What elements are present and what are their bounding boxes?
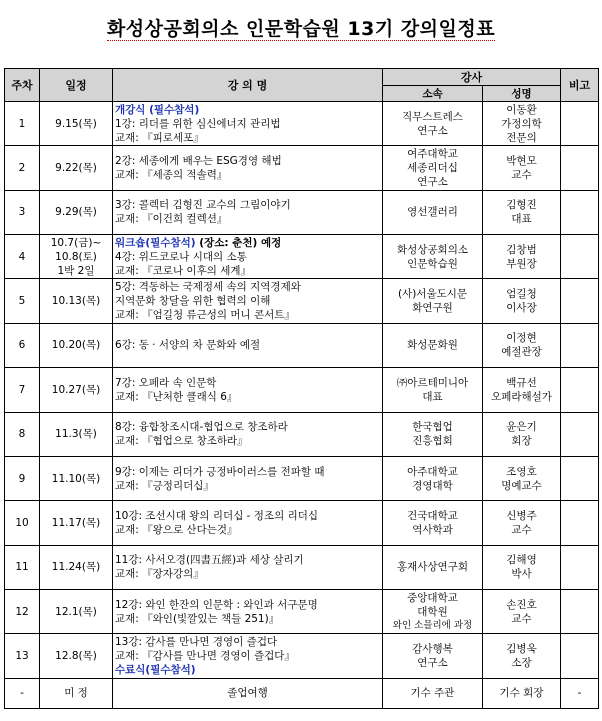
affiliation-line: 화연구원 xyxy=(412,302,453,315)
date-line: 10.27(목) xyxy=(51,383,101,396)
date-line: 10.13(목) xyxy=(51,295,101,308)
table-row xyxy=(5,634,599,678)
remarks-cell xyxy=(561,323,599,367)
remarks-cell xyxy=(561,279,599,323)
table-row xyxy=(5,456,599,500)
name-line: 백규선 xyxy=(506,376,537,389)
lecture-line: 12강: 와인 한잔의 인문학 : 와인과 서구문명 xyxy=(115,598,318,611)
remarks-cell xyxy=(561,545,599,589)
lecture-line: 8강: 융합창조시대-협업으로 창조하라 xyxy=(115,421,288,434)
name-line: 윤은기 xyxy=(506,421,537,434)
header-date: 일정 xyxy=(40,69,113,102)
week-cell: 1 xyxy=(5,102,40,146)
date-line: 1박 2일 xyxy=(57,264,95,277)
name-cell xyxy=(483,235,561,279)
header-week: 주차 xyxy=(5,69,40,102)
date-line: 12.1(목) xyxy=(55,605,97,618)
affiliation-line: 연구소 xyxy=(417,176,448,189)
date-cell xyxy=(40,146,113,190)
name-line: 회장 xyxy=(511,435,532,448)
week-cell: 7 xyxy=(5,368,40,412)
week-cell: 6 xyxy=(5,323,40,367)
name-line: 소장 xyxy=(511,656,532,669)
lecture-line: 교재: 『엄길청 류근성의 머니 콘서트』 xyxy=(115,309,295,322)
affiliation-cell xyxy=(383,456,483,500)
remarks-cell xyxy=(561,102,599,146)
lecture-line: 5강: 격동하는 국제정세 속의 지역경제와 xyxy=(115,281,301,294)
lecture-line: 교재: 『피로세포』 xyxy=(115,131,204,144)
name-cell xyxy=(483,190,561,234)
affiliation-cell xyxy=(383,102,483,146)
lecture-cell xyxy=(113,368,383,412)
table-row xyxy=(5,501,599,545)
affiliation-cell xyxy=(383,368,483,412)
lecture-cell xyxy=(113,102,383,146)
affiliation-line: 화성문화원 xyxy=(407,339,458,352)
week-cell: 8 xyxy=(5,412,40,456)
page-title: 화성상공회의소 인문학습원 13기 강의일정표 xyxy=(106,18,496,40)
lecture-cell xyxy=(113,501,383,545)
lecture-cell xyxy=(113,146,383,190)
lecture-line: 교재: 『긍정리더십』 xyxy=(115,479,214,492)
name-cell xyxy=(483,146,561,190)
lecture-line: 6강: 동 · 서양의 차 문화와 예절 xyxy=(115,339,261,352)
name-line: 가정의학 xyxy=(501,117,542,130)
lecture-cell xyxy=(113,589,383,633)
lecture-cell xyxy=(113,634,383,678)
lecture-line: 3강: 콜렉터 김형진 교수의 그림이야기 xyxy=(115,199,291,212)
remarks-cell: - xyxy=(561,678,599,708)
name-cell xyxy=(483,589,561,633)
table-row xyxy=(5,102,599,146)
lecture-line: 수료식(필수참석) xyxy=(115,663,196,676)
lecture-line: 개강식 (필수참석) xyxy=(115,103,200,116)
affiliation-line: 한국협업 xyxy=(412,421,453,434)
schedule-body xyxy=(5,102,599,709)
week-cell: - xyxy=(5,678,40,708)
lecture-line: 지역문화 창달을 위한 협력의 이해 xyxy=(115,295,271,308)
date-line: 미 정 xyxy=(64,687,88,700)
name-line: 손진호 xyxy=(506,598,537,611)
affiliation-cell xyxy=(383,323,483,367)
lecture-line: 9강: 이제는 리더가 긍정바이러스를 전파할 때 xyxy=(115,465,325,478)
table-row xyxy=(5,412,599,456)
affiliation-line: (사)서울도시문 xyxy=(397,288,468,301)
affiliation-line: 인문학습원 xyxy=(407,257,458,270)
lecture-cell xyxy=(113,235,383,279)
affiliation-line: 건국대학교 xyxy=(407,509,458,522)
week-cell: 2 xyxy=(5,146,40,190)
lecture-line xyxy=(115,236,380,250)
name-line: 김병욱 xyxy=(506,642,537,655)
week-cell: 11 xyxy=(5,545,40,589)
lecture-line: 교재: 『감사를 만나면 경영이 즐겁다』 xyxy=(115,649,295,662)
workshop-label: 워크숍(필수참석) xyxy=(115,236,196,249)
affiliation-line: 진흥협회 xyxy=(412,435,453,448)
date-line: 10.7(금)~ xyxy=(50,236,102,249)
lecture-line: 졸업여행 xyxy=(227,687,268,700)
affiliation-line: 영선갤러리 xyxy=(407,206,458,219)
affiliation-cell xyxy=(383,190,483,234)
date-cell xyxy=(40,634,113,678)
name-cell xyxy=(483,545,561,589)
name-line: 교수 xyxy=(511,523,532,536)
date-line: 9.15(목) xyxy=(55,117,97,130)
header-instructor: 강사 xyxy=(383,69,561,86)
lecture-cell xyxy=(113,412,383,456)
header-lecture: 강 의 명 xyxy=(113,69,383,102)
schedule-table xyxy=(4,68,599,709)
date-line: 12.8(목) xyxy=(55,649,97,662)
lecture-line: 교재: 『코로나 이후의 세계』 xyxy=(115,264,251,277)
lecture-line: 교재: 『세종의 적솔력』 xyxy=(115,169,228,182)
affiliation-cell xyxy=(383,501,483,545)
name-line: 신병주 xyxy=(506,509,537,522)
lecture-line: 10강: 조선시대 왕의 리더십 - 정조의 리더십 xyxy=(115,509,319,522)
date-line: 9.22(목) xyxy=(55,162,97,175)
lecture-cell xyxy=(113,323,383,367)
affiliation-cell xyxy=(383,146,483,190)
header-row xyxy=(5,69,599,86)
date-line: 11.10(목) xyxy=(51,472,101,485)
affiliation-line: 대표 xyxy=(422,390,443,403)
affiliation-line: 홍재사상연구회 xyxy=(396,561,468,574)
affiliation-line: 중앙대학교 xyxy=(407,591,458,604)
affiliation-line: 대학원 xyxy=(417,605,448,618)
date-cell xyxy=(40,412,113,456)
lecture-line: 교재: 『이건희 컬렉션』 xyxy=(115,213,228,226)
lecture-line: 교재: 『와인(빛깔있는 책들 251)』 xyxy=(115,612,280,625)
table-row xyxy=(5,589,599,633)
affiliation-line: 세종리더십 xyxy=(407,162,458,175)
table-row xyxy=(5,678,599,708)
table-row xyxy=(5,146,599,190)
date-cell xyxy=(40,501,113,545)
name-cell xyxy=(483,678,561,708)
name-cell xyxy=(483,456,561,500)
name-cell xyxy=(483,634,561,678)
name-line: 교수 xyxy=(511,612,532,625)
affiliation-cell xyxy=(383,678,483,708)
week-cell: 10 xyxy=(5,501,40,545)
date-cell xyxy=(40,368,113,412)
table-row xyxy=(5,279,599,323)
affiliation-line: 기수 주관 xyxy=(410,687,455,700)
affiliation-cell xyxy=(383,279,483,323)
date-line: 11.17(목) xyxy=(51,516,101,529)
lecture-cell xyxy=(113,279,383,323)
name-line: 박현모 xyxy=(506,155,537,168)
affiliation-line: 연구소 xyxy=(417,124,448,137)
remarks-cell xyxy=(561,634,599,678)
name-line: 전문의 xyxy=(506,131,537,144)
name-line: 예절관장 xyxy=(501,346,542,359)
date-cell xyxy=(40,589,113,633)
remarks-cell xyxy=(561,589,599,633)
name-line: 조영호 xyxy=(506,465,537,478)
date-cell xyxy=(40,235,113,279)
date-cell xyxy=(40,456,113,500)
affiliation-line: 와인 소믈리에 과정 xyxy=(392,619,473,631)
name-line: 이사장 xyxy=(506,302,537,315)
affiliation-line: 화성상공회의소 xyxy=(396,243,468,256)
name-line: 대표 xyxy=(511,213,532,226)
name-line: 명예교수 xyxy=(501,479,542,492)
date-cell xyxy=(40,678,113,708)
lecture-line: 7강: 오페라 속 인문학 xyxy=(115,376,217,389)
lecture-cell xyxy=(113,678,383,708)
table-row xyxy=(5,368,599,412)
remarks-cell xyxy=(561,501,599,545)
header-affiliation: 소속 xyxy=(383,86,483,102)
week-cell: 12 xyxy=(5,589,40,633)
affiliation-cell xyxy=(383,545,483,589)
week-cell: 3 xyxy=(5,190,40,234)
affiliation-line: 여주대학교 xyxy=(407,148,458,161)
affiliation-line: 역사학과 xyxy=(412,523,453,536)
lecture-line: 11강: 사서오경(四書五經)과 세상 살리기 xyxy=(115,554,304,567)
week-cell: 4 xyxy=(5,235,40,279)
lecture-line: 2강: 세종에게 배우는 ESG경영 해법 xyxy=(115,155,282,168)
name-cell xyxy=(483,412,561,456)
name-line: 부원장 xyxy=(506,257,537,270)
name-line: 이동환 xyxy=(506,103,537,116)
date-cell xyxy=(40,545,113,589)
date-cell xyxy=(40,279,113,323)
lecture-cell xyxy=(113,190,383,234)
affiliation-cell xyxy=(383,412,483,456)
header-name: 성명 xyxy=(483,86,561,102)
affiliation-line: 감사행복 xyxy=(412,642,453,655)
lecture-line: 교재: 『협업으로 창조하라』 xyxy=(115,435,248,448)
lecture-line: 1강: 리더를 위한 심신에너지 관리법 xyxy=(115,117,281,130)
week-cell: 13 xyxy=(5,634,40,678)
name-line: 이정현 xyxy=(506,332,537,345)
workshop-detail: (장소: 춘천) 예정 xyxy=(195,236,282,249)
name-line: 김형진 xyxy=(506,199,537,212)
affiliation-cell xyxy=(383,589,483,633)
name-line: 김해영 xyxy=(506,554,537,567)
lecture-line: 교재: 『난처한 클래식 6』 xyxy=(115,390,238,403)
remarks-cell xyxy=(561,146,599,190)
lecture-line: 13강: 감사를 만나면 경영이 즐겁다 xyxy=(115,635,278,648)
name-cell xyxy=(483,102,561,146)
name-cell xyxy=(483,279,561,323)
name-line: 오페라해설가 xyxy=(491,390,552,403)
lecture-line: 교재: 『왕으로 산다는것』 xyxy=(115,523,238,536)
remarks-cell xyxy=(561,190,599,234)
name-cell xyxy=(483,501,561,545)
name-line: 교수 xyxy=(511,169,532,182)
date-line: 9.29(목) xyxy=(55,206,97,219)
table-row xyxy=(5,235,599,279)
name-cell xyxy=(483,368,561,412)
week-cell: 9 xyxy=(5,456,40,500)
name-cell xyxy=(483,323,561,367)
table-row xyxy=(5,323,599,367)
remarks-cell xyxy=(561,412,599,456)
date-cell xyxy=(40,190,113,234)
table-row xyxy=(5,545,599,589)
affiliation-cell xyxy=(383,235,483,279)
affiliation-line: ㈜아르테미니아 xyxy=(396,376,469,389)
header-remarks: 비고 xyxy=(561,69,599,102)
date-line: 10.20(목) xyxy=(51,339,101,352)
name-line: 기수 회장 xyxy=(499,687,544,700)
remarks-cell xyxy=(561,368,599,412)
affiliation-line: 경영대학 xyxy=(412,479,453,492)
date-line: 11.3(목) xyxy=(55,428,97,441)
remarks-cell xyxy=(561,235,599,279)
name-line: 박사 xyxy=(511,568,532,581)
lecture-line: 4강: 위드코로나 시대의 소통 xyxy=(115,250,247,263)
date-line: 11.24(목) xyxy=(51,561,101,574)
remarks-cell xyxy=(561,456,599,500)
week-cell: 5 xyxy=(5,279,40,323)
date-line: 10.8(토) xyxy=(55,250,97,263)
name-line: 엄길청 xyxy=(506,288,537,301)
lecture-cell xyxy=(113,545,383,589)
affiliation-line: 연구소 xyxy=(417,656,448,669)
lecture-line: 교재: 『장자강의』 xyxy=(115,568,204,581)
date-cell xyxy=(40,102,113,146)
name-line: 김창범 xyxy=(506,243,537,256)
affiliation-cell xyxy=(383,634,483,678)
table-row xyxy=(5,190,599,234)
affiliation-line: 아주대학교 xyxy=(407,465,458,478)
affiliation-line: 직무스트레스 xyxy=(402,110,463,123)
date-cell xyxy=(40,323,113,367)
lecture-cell xyxy=(113,456,383,500)
